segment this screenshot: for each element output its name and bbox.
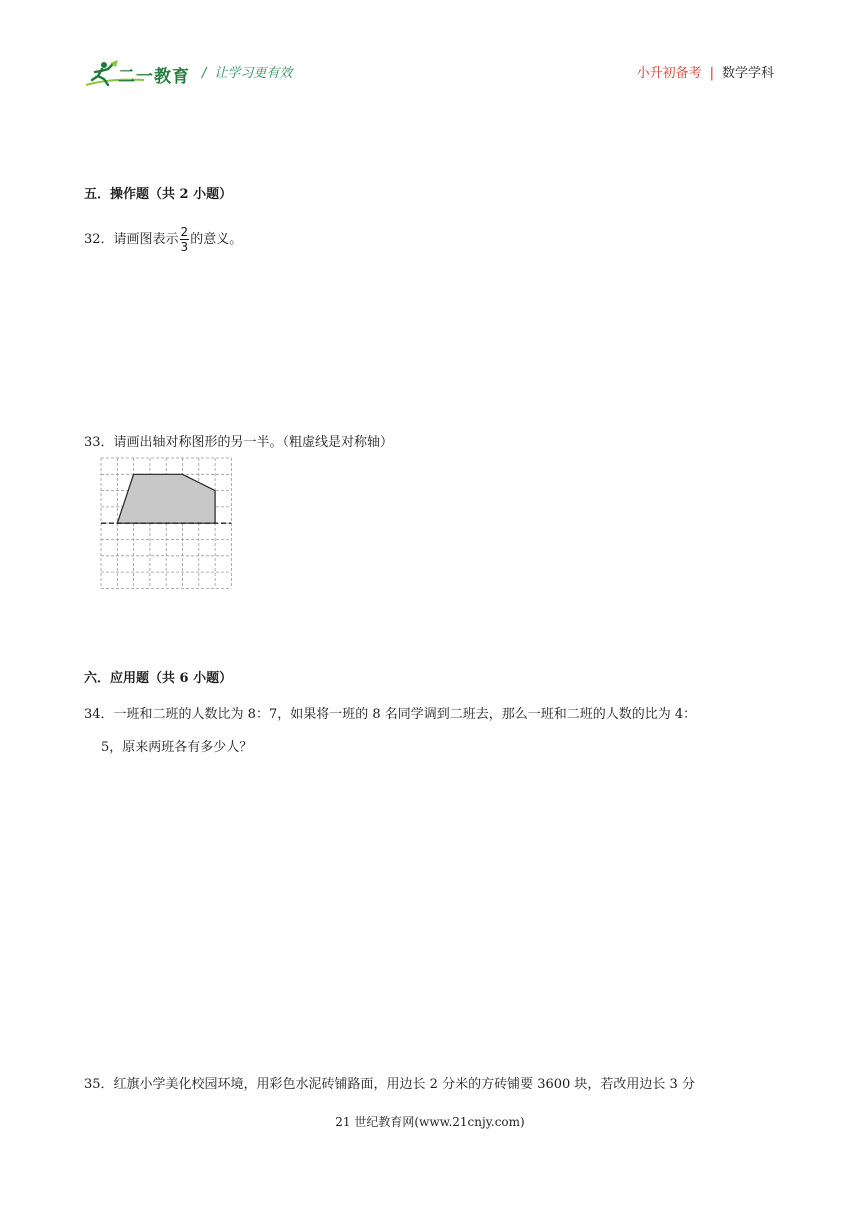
question-34-line-1: 34．一班和二班的人数比为 8：7，如果将一班的 8 名同学调到二班去，那么一班和二班的人数的比为 4： <box>84 707 697 722</box>
page-footer: 21 世纪教育网(www.21cnjy.com) <box>335 1115 525 1129</box>
section-6-title: 六．应用题（共 6 小题） <box>84 671 233 686</box>
exam-category: 小升初备考 <box>636 66 702 81</box>
header-separator: | <box>709 66 714 81</box>
logo-text: 二一教育 <box>118 67 190 87</box>
question-34-line-2: 5，原来两班各有多少人？ <box>101 740 253 755</box>
half-shape <box>117 474 215 523</box>
fraction-numerator: 2 <box>180 225 189 239</box>
header-right <box>637 62 774 81</box>
fraction-two-thirds <box>180 226 190 253</box>
question-35-line-1: 35．红旗小学美化校园环境，用彩色水泥砖铺路面，用边长 2 分米的方砖铺要 3600 块，若改用边长 3 分 <box>84 1077 695 1092</box>
symmetry-grid-figure <box>100 457 234 589</box>
section-5-title: 五．操作题（共 2 小题） <box>84 187 233 202</box>
q32-prefix: 32．请画图表示 <box>84 232 179 247</box>
page-header <box>0 0 860 100</box>
slogan-text: 让学习更有效 <box>214 66 293 81</box>
subject-label: 数学学科 <box>721 66 774 81</box>
fraction-denominator: 3 <box>180 240 189 254</box>
q32-suffix: 的意义。 <box>190 232 243 247</box>
question-32 <box>84 226 242 253</box>
question-33: 33．请画出轴对称图形的另一半。（粗虚线是对称轴） <box>84 435 394 450</box>
slogan: / 让学习更有效 <box>202 66 293 81</box>
